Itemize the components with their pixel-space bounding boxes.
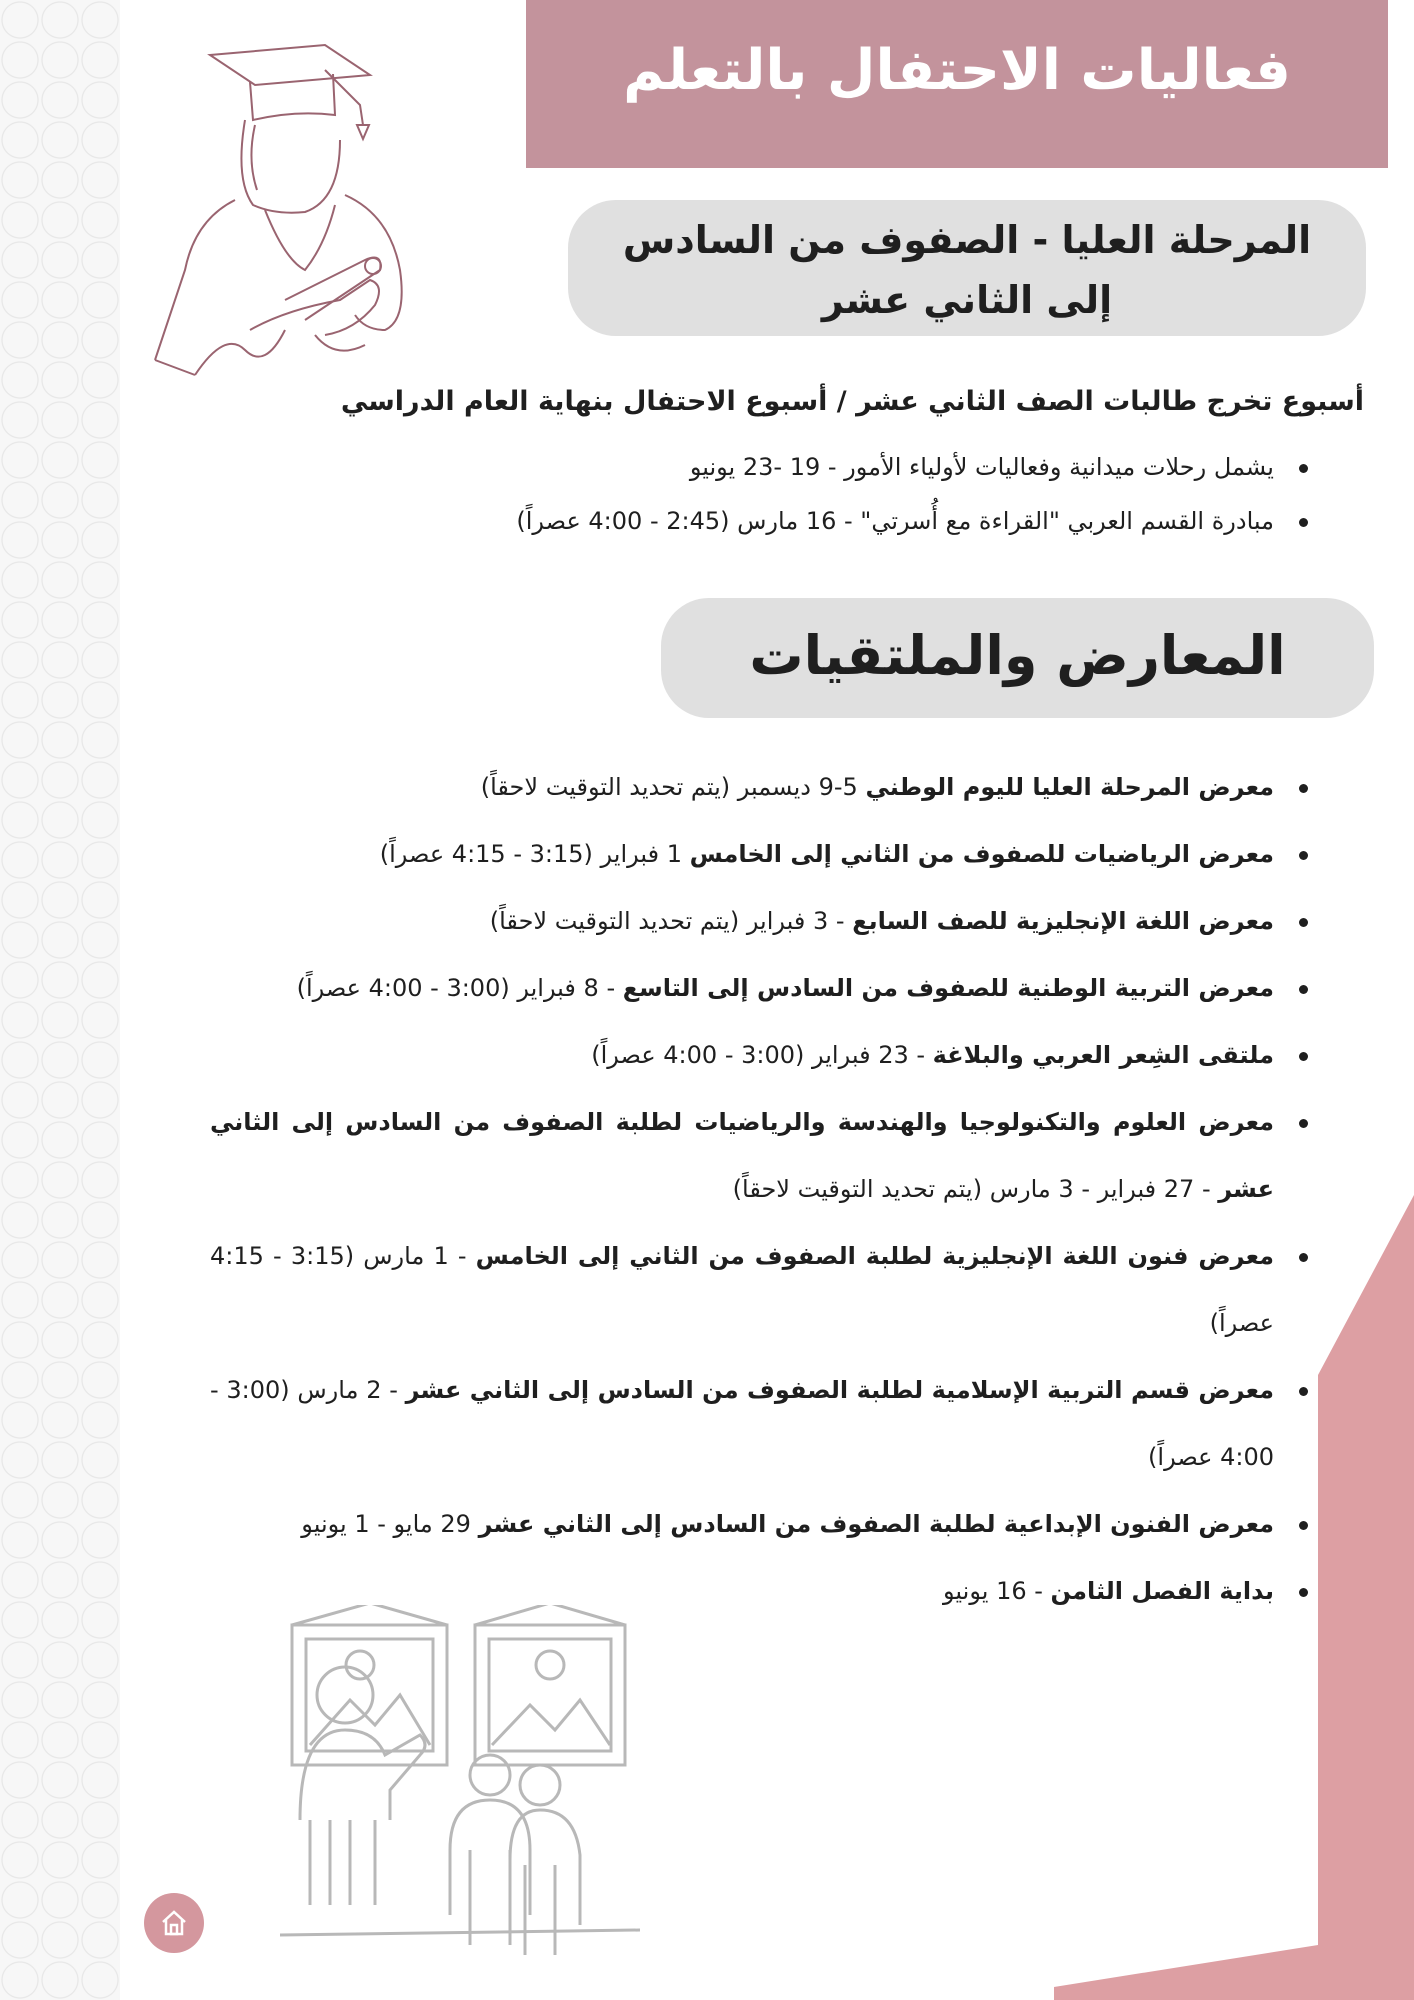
item-detail: - 27 فبراير - 3 مارس (يتم تحديد التوقيت لاحقاً) bbox=[732, 1175, 1219, 1203]
item-title: معرض الفنون الإبداعية لطلبة الصفوف من السادس إلى الثاني عشر bbox=[478, 1510, 1274, 1538]
header-banner bbox=[526, 0, 1388, 168]
section1-title-line2: إلى الثاني عشر bbox=[821, 278, 1113, 322]
item-title: معرض الرياضيات للصفوف من الثاني إلى الخامس bbox=[689, 840, 1274, 868]
section1-list bbox=[300, 440, 1312, 548]
item-detail: - 23 فبراير (3:00 - 4:00 عصراً) bbox=[591, 1041, 933, 1069]
list-item bbox=[210, 754, 1312, 821]
list-item bbox=[210, 1491, 1312, 1558]
section2-title: المعارض والملتقيات bbox=[749, 624, 1286, 687]
item-detail: 5-9 ديسمبر (يتم تحديد التوقيت لاحقاً) bbox=[480, 773, 866, 801]
section2-title-pill bbox=[661, 598, 1374, 718]
item-title: معرض قسم التربية الإسلامية لطلبة الصفوف من السادس إلى الثاني عشر bbox=[405, 1376, 1274, 1404]
list-item bbox=[210, 1223, 1312, 1357]
section1-title-pill bbox=[568, 200, 1366, 336]
item-title: معرض المرحلة العليا لليوم الوطني bbox=[865, 773, 1274, 801]
home-icon bbox=[159, 1908, 189, 1938]
home-button[interactable] bbox=[144, 1893, 204, 1953]
item-detail: - 16 يونيو bbox=[943, 1577, 1051, 1605]
section1-subheading: أسبوع تخرج طالبات الصف الثاني عشر / أسبوع الاحتفال بنهاية العام الدراسي bbox=[340, 386, 1364, 417]
section1-title-line1: المرحلة العليا - الصفوف من السادس bbox=[622, 218, 1312, 262]
item-detail: - 8 فبراير (3:00 - 4:00 عصراً) bbox=[296, 974, 623, 1002]
list-item bbox=[210, 1089, 1312, 1223]
exhibitions-list bbox=[210, 754, 1312, 1625]
gallery-visitors-illustration-icon bbox=[280, 1605, 640, 1965]
item-title: ملتقى الشِعر العربي والبلاغة bbox=[932, 1041, 1274, 1069]
background-pattern bbox=[0, 0, 120, 2000]
list-item: يشمل رحلات ميدانية وفعاليات لأولياء الأمور - 19 -23 يونيو bbox=[300, 440, 1312, 494]
item-title: معرض اللغة الإنجليزية للصف السابع bbox=[852, 907, 1274, 935]
list-item bbox=[210, 955, 1312, 1022]
list-item bbox=[210, 888, 1312, 955]
item-detail: - 3 فبراير (يتم تحديد التوقيت لاحقاً) bbox=[489, 907, 853, 935]
item-title: بداية الفصل الثامن bbox=[1050, 1577, 1274, 1605]
item-title: معرض التربية الوطنية للصفوف من السادس إلى التاسع bbox=[622, 974, 1274, 1002]
page-title: فعاليات الاحتفال بالتعلم bbox=[623, 38, 1291, 103]
list-item bbox=[210, 1357, 1312, 1491]
item-detail: 29 مايو - 1 يونيو bbox=[301, 1510, 479, 1538]
item-title: معرض فنون اللغة الإنجليزية لطلبة الصفوف من الثاني إلى الخامس bbox=[475, 1242, 1274, 1270]
list-item bbox=[210, 1022, 1312, 1089]
list-item bbox=[210, 821, 1312, 888]
item-detail: - 1 مارس (3:15 - 4:15 عصراً) bbox=[210, 1242, 1274, 1337]
item-detail: 1 فبراير (3:15 - 4:15 عصراً) bbox=[379, 840, 690, 868]
list-item: مبادرة القسم العربي "القراءة مع أُسرتي" - 16 مارس (2:45 - 4:00 عصراً) bbox=[300, 494, 1312, 548]
item-detail: - 2 مارس (3:00 - 4:00 عصراً) bbox=[210, 1376, 1274, 1471]
graduate-illustration-icon bbox=[135, 30, 435, 380]
item-title: معرض العلوم والتكنولوجيا والهندسة والرياضيات لطلبة الصفوف من السادس إلى الثاني عشر bbox=[210, 1108, 1274, 1203]
